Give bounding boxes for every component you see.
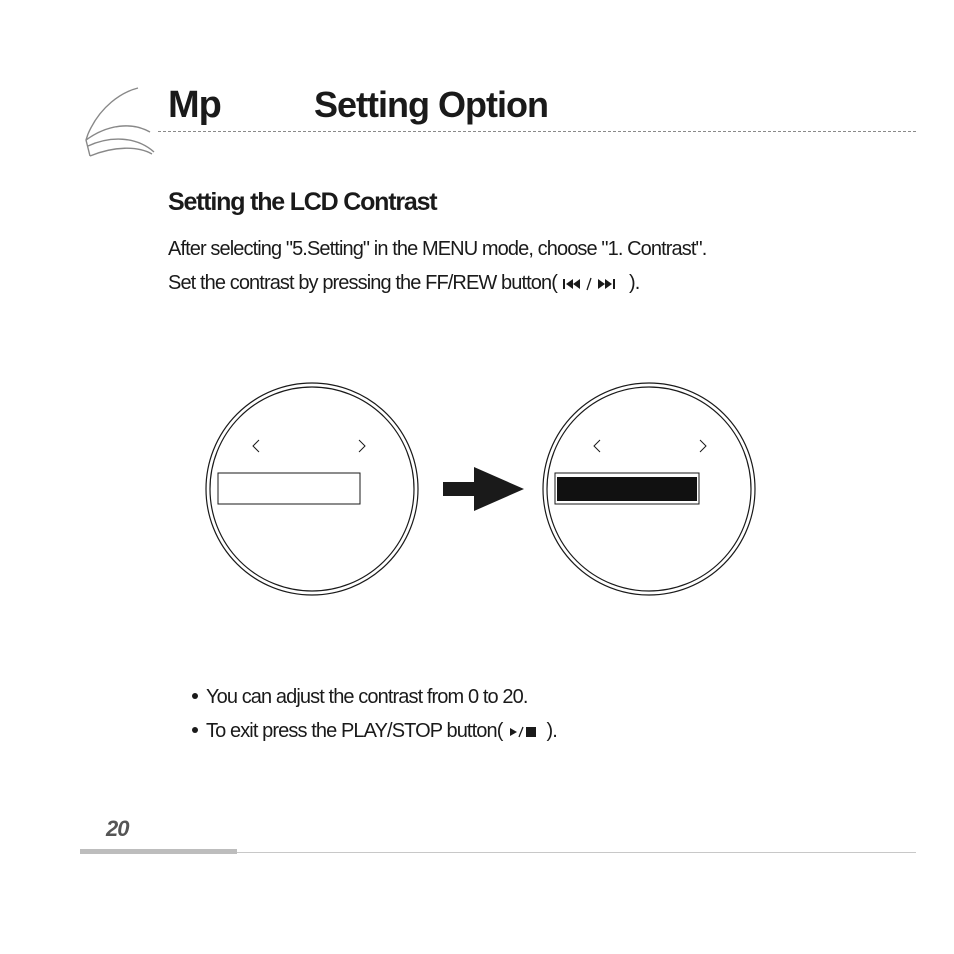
notes-list [192,686,557,754]
list-item [192,686,557,720]
instruction-paragraph-2 [168,272,639,295]
section-abbrev: Mp [168,84,221,126]
list-item [192,720,557,754]
contrast-bar-outline [555,473,699,504]
left-chevron-icon [594,440,600,452]
left-chevron-icon [253,440,259,452]
chapter-logo-icon [80,84,160,164]
contrast-bar-fill [557,477,697,501]
title-divider [158,131,916,132]
right-chevron-icon [359,440,365,452]
play-stop-button-icon [506,724,542,740]
note-text: To exit press the PLAY/STOP button( [206,720,503,742]
contrast-bar-outline [218,473,360,504]
instruction-paragraph-1: After selecting "5.Setting" in the MENU mode, choose "1. Contrast". [168,238,707,260]
instruction-paragraph-2-text: Set the contrast by pressing the FF/REW button( [168,272,557,294]
arrow-icon [443,467,524,511]
note-text-end: ). [546,720,557,742]
right-chevron-icon [700,440,706,452]
note-text: You can adjust the contrast from 0 to 20. [206,686,528,708]
display-low-contrast [206,383,418,595]
instruction-paragraph-2-end: ). [629,272,640,294]
section-heading: Setting the LCD Contrast [168,188,437,216]
page-number: 20 [106,816,129,841]
footer-rule [237,852,916,853]
display-high-contrast [543,383,755,595]
rew-ff-button-icon [561,276,625,292]
footer-bar [80,849,237,854]
page-title: Setting Option [314,84,548,125]
